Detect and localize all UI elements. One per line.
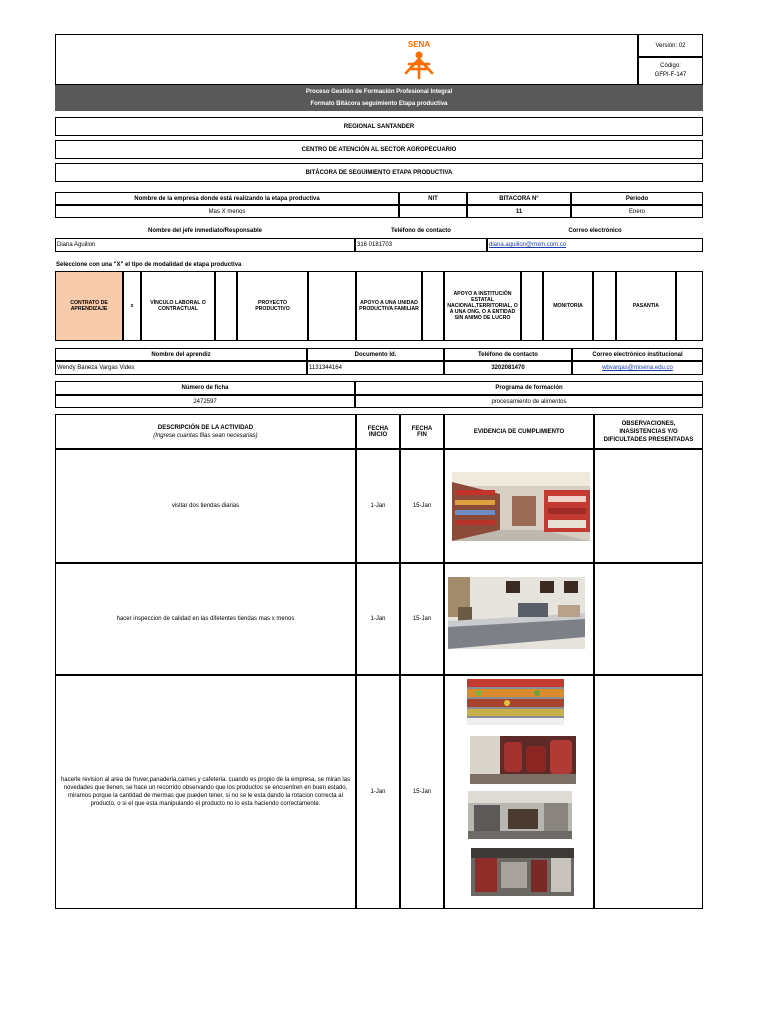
apprentice-phone-value: 3202081470 [491, 365, 525, 371]
option-labor-bond [141, 271, 215, 341]
ficha-value: 2472597 [193, 398, 217, 405]
option-label: VÍNCULO LABORAL O CONTRACTUAL [150, 300, 206, 312]
program-header [355, 381, 703, 395]
program-cell [355, 395, 703, 408]
evidence-photo-cafeteria [468, 791, 572, 839]
boss-phone-cell [355, 238, 487, 252]
log-title-row [55, 163, 703, 182]
start-date-header [356, 414, 400, 449]
desc-header-note: (Ingrese cuantas filas sean necesarias) [153, 432, 258, 439]
observations-header [594, 414, 703, 449]
ficha-cell [55, 395, 355, 408]
nit-header [399, 192, 467, 205]
boss-email-header [487, 225, 703, 237]
program-value: procesamiento de alimentos [491, 398, 567, 405]
end-date-header [400, 414, 444, 449]
boss-name-cell [55, 238, 355, 252]
activity-end: 15-Jan [412, 616, 432, 622]
nit-header-text: NIT [428, 195, 438, 202]
table-row-2-end [400, 563, 444, 675]
table-row-1-end [400, 449, 444, 563]
center-text: CENTRO DE ATENCIÓN AL SECTOR AGROPECUARIO [301, 146, 457, 153]
format-title: Formato Bitácora seguimiento Etapa productiva [310, 101, 448, 107]
table-row-2-desc [55, 563, 356, 675]
boss-phone-header [355, 225, 487, 237]
code-value: GFPI-F-147 [654, 72, 687, 78]
period-value: Enero [628, 208, 645, 215]
table-row-1-start [356, 449, 400, 563]
activity-start: 1-Jan [370, 616, 386, 622]
company-name-header [55, 192, 399, 205]
option-apprenticeship-contract [55, 271, 123, 341]
option-family-unit [356, 271, 422, 341]
period-header-text: Periodo [625, 195, 649, 202]
option-label: CONTRATO DE APRENDIZAJE [70, 300, 108, 312]
regional-row [55, 117, 703, 136]
boss-phone-header-text: Teléfono de contacto [391, 228, 451, 234]
boss-email-link[interactable]: diana.aguilion@mxm.com.co [489, 242, 567, 248]
observations-header-text: OBSERVACIONES, INASISTENCIAS Y/O DIFICULTADES PRESENTADAS [603, 420, 694, 443]
table-row-2-obs [594, 563, 703, 675]
apprentice-phone-header-text: Teléfono de contacto [478, 351, 538, 358]
activity-desc: hacer inspeccion de calidad en las difetentes tiendas mas x menos [116, 616, 295, 622]
modality-prompt-text: Seleccione con una "X" el tipo de modalidad de etapa productiva [56, 262, 242, 268]
desc-header [55, 414, 356, 449]
option-label: APOYO A UNA UNIDAD PRODUCTIVA FAMILIAR [359, 300, 419, 312]
boss-name-header-text: Nombre del jefe inmediato/Responsable [147, 228, 263, 234]
activity-end: 15-Jan [412, 789, 432, 795]
option-label: APOYO A INSTITUCIÓN ESTATAL NACIONAL,TERRITORIAL, O A UNA ONG, O A ENTIDAD SIN ANIMO DE LUCRO [447, 291, 518, 321]
activity-start: 1-Jan [370, 503, 386, 509]
table-row-1-obs [594, 449, 703, 563]
apprentice-email-header [572, 348, 703, 361]
option-label: PROYECTO PRODUCTIVO [255, 300, 290, 312]
log-number-header-text: BITACORA N° [499, 195, 539, 202]
nit-cell [399, 205, 467, 218]
process-title: Proceso Gestión de Formación Profesional Integral [305, 89, 453, 95]
option-monitoring [543, 271, 593, 341]
option-internship [616, 271, 676, 341]
code-cell [638, 57, 703, 85]
table-row-3-start [356, 675, 400, 909]
apprentice-email-cell [572, 361, 703, 375]
apprentice-name-header [55, 348, 307, 361]
boss-email-cell [487, 238, 703, 252]
company-name-value: Mas X menos [208, 208, 246, 215]
ficha-header [55, 381, 355, 395]
option-label: PASANTIA [632, 303, 660, 309]
option-label: MONITORIA [553, 303, 583, 309]
table-row-1-desc [55, 449, 356, 563]
apprentice-doc-value: 1131344164 [309, 365, 342, 371]
option-productive-project [237, 271, 308, 341]
boss-email-header-text: Correo electrónico [568, 228, 622, 234]
table-row-3-end [400, 675, 444, 909]
boss-name-header [55, 225, 355, 237]
company-name-header-text: Nombre de la empresa donde está realizando la etapa productiva [134, 195, 320, 202]
mark-productive-project[interactable] [308, 271, 356, 341]
apprentice-doc-header-text: Documento Id. [354, 351, 397, 358]
table-row-3-obs [594, 675, 703, 909]
version-cell [638, 34, 703, 57]
mark-monitoring[interactable] [593, 271, 616, 341]
apprentice-email-header-text: Correo electrónico institucional [592, 351, 683, 358]
activity-desc: visitar dos tiendas diarias [171, 503, 240, 509]
activity-end: 15-Jan [412, 503, 432, 509]
process-band [55, 85, 703, 111]
mark-apprenticeship-contract[interactable] [123, 271, 141, 341]
option-mark: x [130, 303, 134, 309]
activity-desc: hacerle revision al area de fruver,panaderia,carnes y cafeteria. cuando es propio de la empresa, se miran las novedades que tienen, se hace un recorrido observando que los productos se encuentren en buen estado, miramos porque la cantidad de mermas que pueden tener, si no se le esta dando la rotacion correcta al producto, o si el que esta manipulando el producto no lo esta haciendo correctamente. [60, 777, 351, 807]
mark-labor-bond[interactable] [215, 271, 237, 341]
apprentice-name-header-text: Nombre del aprendiz [151, 351, 211, 358]
option-state-institution [444, 271, 521, 341]
log-title-text: BITÁCORA DE SEGUIMIENTO ETAPA PRODUCTIVA [305, 169, 453, 176]
end-date-header-text: FECHA FIN [411, 425, 433, 438]
start-date-header-text: FECHA INICIO [367, 425, 389, 438]
logo-text: SENA [407, 40, 431, 49]
mark-family-unit[interactable] [422, 271, 444, 341]
evidence-header-text: EVIDENCIA DE CUMPLIMIENTO [473, 428, 565, 435]
log-number-header [467, 192, 571, 205]
table-row-3-desc [55, 675, 356, 909]
log-number-cell [467, 205, 571, 218]
evidence-photo-storage-room [471, 848, 574, 896]
apprentice-name-cell [55, 361, 307, 375]
log-number-value: 11 [515, 208, 523, 215]
modality-prompt [55, 260, 455, 270]
version-text: Versión: 02 [655, 42, 686, 49]
activity-start: 1-Jan [370, 789, 386, 795]
apprentice-phone-header [444, 348, 572, 361]
apprentice-doc-cell [307, 361, 444, 375]
evidence-photo-meat-section [470, 736, 576, 784]
apprentice-name-value: Wendy Baneza Vargas Vides [57, 365, 135, 371]
center-row [55, 140, 703, 159]
boss-phone-value: 316 0181703 [357, 242, 393, 248]
mark-internship[interactable] [676, 271, 703, 341]
evidence-photo-store-aisle [452, 472, 590, 541]
sena-logo [398, 38, 440, 80]
table-row-2-start [356, 563, 400, 675]
evidence-header [444, 414, 594, 449]
logo-cell [55, 34, 638, 85]
company-name-cell [55, 205, 399, 218]
regional-text: REGIONAL SANTANDER [343, 123, 415, 130]
evidence-photo-bakery-counter [448, 577, 585, 649]
ficha-header-text: Número de ficha [181, 385, 229, 391]
period-cell [571, 205, 703, 218]
period-header [571, 192, 703, 205]
desc-header-text: DESCRIPCIÓN DE LA ACTIVIDAD [157, 424, 254, 431]
code-label: Código: [660, 63, 681, 69]
program-header-text: Programa de formación [495, 385, 563, 391]
apprentice-email-link[interactable]: wbvargas@misena.edu.co [602, 365, 673, 371]
apprentice-phone-cell [444, 361, 572, 375]
boss-name-value: Diana Aguilion [57, 242, 96, 248]
evidence-photo-fruit-display [467, 679, 564, 725]
apprentice-doc-header [307, 348, 444, 361]
mark-state-institution[interactable] [521, 271, 543, 341]
